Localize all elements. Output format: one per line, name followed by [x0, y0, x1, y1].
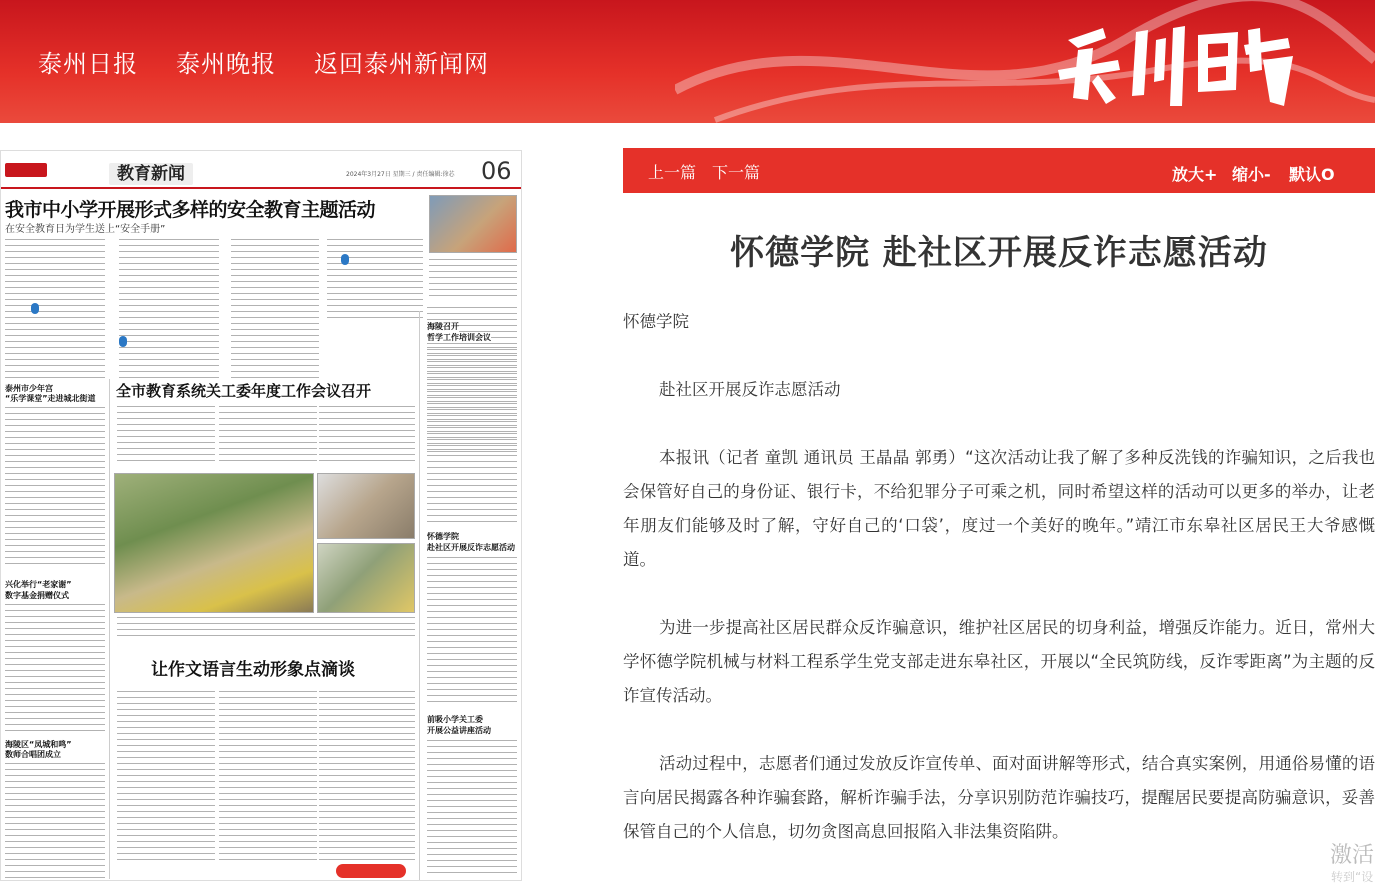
text-column	[319, 406, 415, 466]
sidebar-headline[interactable]: 前吸小学关工委	[427, 715, 483, 724]
sidebar-headline-active[interactable]: 怀德学院	[427, 532, 459, 541]
sidebar-headline[interactable]: 数字基金捐赠仪式	[5, 591, 69, 600]
site-logo[interactable]	[1048, 10, 1298, 112]
newspaper-masthead	[1, 151, 522, 189]
text-column	[231, 239, 319, 379]
newspaper-headline[interactable]: 我市中小学开展形式多样的安全教育主题活动	[5, 199, 376, 221]
top-nav	[38, 44, 489, 79]
text-column	[119, 239, 219, 379]
article-toolbar	[623, 148, 1375, 193]
activation-watermark-sub: 转到“设	[1331, 870, 1374, 884]
text-column	[427, 557, 517, 707]
news-photo[interactable]	[317, 543, 415, 613]
sidebar-headline[interactable]: “乐学课堂”走进城北街道	[5, 394, 96, 403]
newspaper-headline-2[interactable]: 全市教育系统关工委年度工作会议召开	[116, 382, 372, 400]
text-column	[5, 239, 105, 379]
prev-article-link[interactable]: 上一篇	[648, 163, 697, 182]
photo-caption	[117, 617, 415, 641]
article-paragraph: 活动过程中，志愿者们通过发放反诈宣传单、面对面讲解等形式，结合真实案例，用通俗易懂的语言向居民揭露各种诈骗套路，解析诈骗手法，分享识别防范诈骗技巧，提醒居民要提高防骗意识，妥善保管自己的个人信息，切勿贪图高息回报陷入非法集资陷阱。	[623, 754, 1375, 841]
sidebar-headline[interactable]: 开展公益讲座活动	[427, 726, 491, 735]
newspaper-logo	[5, 163, 47, 177]
news-photo[interactable]	[317, 473, 415, 539]
text-column	[117, 691, 215, 861]
text-column	[219, 406, 317, 466]
next-article-link[interactable]: 下一篇	[712, 163, 761, 182]
text-column	[319, 691, 415, 861]
section-tag	[119, 336, 127, 347]
column-footer-tag	[336, 864, 406, 878]
article-title: 怀德学院 赴社区开展反诈志愿活动	[730, 233, 1268, 273]
text-column	[427, 347, 517, 527]
text-column	[219, 691, 317, 861]
article-lead: 赴社区开展反诈志愿活动	[659, 380, 841, 399]
newspaper-headline-3[interactable]: 让作文语言生动形象点滴谈	[151, 660, 355, 680]
text-column	[5, 604, 105, 734]
nav-link-taizhou-evening[interactable]: 泰州晚报	[176, 50, 276, 78]
newspaper-page-number: 06	[481, 157, 512, 185]
newspaper-subheadline: 在安全教育日为学生送上“安全手册”	[5, 224, 166, 235]
sidebar-headline-active[interactable]: 赴社区开展反诈志愿活动	[427, 543, 515, 552]
sidebar-headline[interactable]: 海陵区“凤城和鸣”	[5, 740, 72, 749]
nav-link-taizhou-daily[interactable]: 泰州日报	[38, 50, 138, 78]
text-column	[327, 239, 423, 319]
newspaper-date-line: 2024年3月27日 星期三 / 责任编辑:徐芯	[346, 171, 455, 178]
sidebar-headline[interactable]: 数师合唱团成立	[5, 750, 61, 759]
news-photo[interactable]	[429, 195, 517, 253]
column-divider	[109, 379, 110, 879]
section-tag	[341, 254, 349, 265]
default-size-button[interactable]: 默认O	[1289, 165, 1335, 184]
sidebar-headline[interactable]: 兴化举行“老家谢”	[5, 580, 72, 589]
text-column	[429, 259, 517, 299]
article-source: 怀德学院	[623, 312, 689, 331]
news-photo-children[interactable]	[114, 473, 314, 613]
zoom-in-button[interactable]: 放大+	[1172, 165, 1218, 184]
activation-watermark: 激活	[1330, 843, 1375, 868]
text-column	[427, 740, 517, 875]
nav-link-back-to-news[interactable]: 返回泰州新闻网	[314, 50, 489, 78]
column-divider	[419, 311, 420, 881]
article-paragraph: 为进一步提高社区居民群众反诈骗意识，维护社区居民的切身利益，增强反诈能力。近日，常州大学怀德学院机械与材料工程系学生党支部走进东皋社区，开展以“全民筑防线，反诈零距离”为主题的反诈宣传活动。	[623, 618, 1375, 705]
text-column	[117, 406, 215, 466]
logo-calligraphy	[1048, 10, 1298, 112]
sidebar-headline[interactable]: 哲学工作培训会议	[427, 333, 491, 342]
zoom-out-button[interactable]: 缩小-	[1232, 165, 1271, 184]
article-body	[623, 305, 1375, 883]
newspaper-page[interactable]	[0, 150, 522, 881]
text-column	[5, 763, 105, 878]
newspaper-section-title: 教育新闻	[109, 163, 193, 185]
section-tag	[31, 303, 39, 314]
sidebar-headline[interactable]: 泰州市少年宫	[5, 384, 53, 393]
site-header	[0, 0, 1375, 123]
text-column	[5, 407, 105, 567]
article-paragraph: 本报讯（记者 童凯 通讯员 王晶晶 郭勇）“这次活动让我了解了多种反洗钱的诈骗知识，之后我也会保管好自己的身份证、银行卡，不给犯罪分子可乘之机，同时希望这样的活动可以更多的举办，让老年朋友们能够及时了解，守好自己的‘口袋’，度过一个美好的晚年。”靖江市东皋社区居民王大爷感慨道。	[623, 448, 1375, 569]
sidebar-headline[interactable]: 海陵召开	[427, 322, 459, 331]
